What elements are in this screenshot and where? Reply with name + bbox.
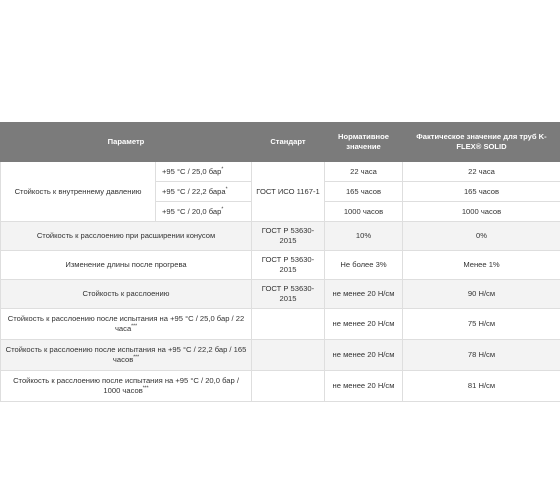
- cone-standard: ГОСТ Р 53630-2015: [252, 222, 325, 251]
- delam20-label-text: Стойкость к расслоению после испытания на +95 °С / 20,0 бар / 1000 часов: [13, 376, 239, 395]
- pressure-actual-2: 165 часов: [403, 182, 560, 202]
- delam25-standard: [252, 309, 325, 340]
- delam22-actual: 78 Н/см: [403, 340, 560, 371]
- footnote-mark: *: [225, 185, 228, 192]
- header-standard: Стандарт: [252, 123, 325, 162]
- delam20-norm: не менее 20 Н/см: [325, 371, 403, 402]
- pressure-label: Стойкость к внутреннему давлению: [1, 162, 156, 222]
- table-row: [1, 251, 560, 280]
- delam-norm: не менее 20 Н/см: [325, 280, 403, 309]
- delam20-actual: 81 Н/см: [403, 371, 560, 402]
- delam20-standard: [252, 371, 325, 402]
- table-row: [1, 280, 560, 309]
- delam20-label: [1, 371, 252, 402]
- pressure-actual-3: 1000 часов: [403, 202, 560, 222]
- table-row: [1, 309, 560, 340]
- footnote-mark: *: [221, 205, 224, 212]
- length-standard: ГОСТ Р 53630-2015: [252, 251, 325, 280]
- delam22-standard: [252, 340, 325, 371]
- pressure-actual-1: 22 часа: [403, 162, 560, 182]
- table-row: [1, 162, 560, 182]
- delam25-actual: 75 Н/см: [403, 309, 560, 340]
- length-label: Изменение длины после прогрева: [1, 251, 252, 280]
- pressure-standard: ГОСТ ИСО 1167-1: [252, 162, 325, 222]
- delam25-label-text: Стойкость к расслоению после испытания на +95 °С / 25,0 бар / 22 часа: [7, 314, 245, 333]
- footnote-mark: *: [221, 165, 224, 172]
- spec-table: [0, 122, 560, 402]
- header-norm: Нормативное значение: [325, 123, 403, 162]
- table-header-row: [1, 123, 560, 162]
- delam22-norm: не менее 20 Н/см: [325, 340, 403, 371]
- header-actual: Фактическое значение для труб K-FLEX® SOLID: [403, 123, 560, 162]
- delam-standard: ГОСТ Р 53630-2015: [252, 280, 325, 309]
- cone-norm: 10%: [325, 222, 403, 251]
- delam22-label: [1, 340, 252, 371]
- pressure-sub-2-text: +95 °С / 22,2 бара: [162, 186, 226, 196]
- table-row: [1, 222, 560, 251]
- footnote-mark: ***: [142, 385, 149, 392]
- length-actual: Менее 1%: [403, 251, 560, 280]
- pressure-sub-2: [156, 182, 252, 202]
- table-row: [1, 371, 560, 402]
- delam25-label: [1, 309, 252, 340]
- pressure-norm-3: 1000 часов: [325, 202, 403, 222]
- length-norm: Не более 3%: [325, 251, 403, 280]
- delam22-label-text: Стойкость к расслоению после испытания на +95 °С / 22,2 бар / 165 часов: [5, 345, 247, 364]
- delam25-norm: не менее 20 Н/см: [325, 309, 403, 340]
- spec-table-container: [0, 122, 560, 402]
- table-row: [1, 340, 560, 371]
- delam-actual: 90 Н/см: [403, 280, 560, 309]
- cone-actual: 0%: [403, 222, 560, 251]
- footnote-mark: ***: [133, 354, 140, 361]
- header-param: Параметр: [1, 123, 252, 162]
- footnote-mark: ***: [131, 323, 138, 330]
- pressure-norm-1: 22 часа: [325, 162, 403, 182]
- pressure-sub-3-text: +95 °С / 20,0 бар: [162, 206, 222, 216]
- pressure-sub-1-text: +95 °С / 25,0 бар: [162, 166, 222, 176]
- delam-label: Стойкость к расслоению: [1, 280, 252, 309]
- pressure-sub-3: [156, 202, 252, 222]
- pressure-sub-1: [156, 162, 252, 182]
- pressure-norm-2: 165 часов: [325, 182, 403, 202]
- cone-label: Стойкость к расслоению при расширении конусом: [1, 222, 252, 251]
